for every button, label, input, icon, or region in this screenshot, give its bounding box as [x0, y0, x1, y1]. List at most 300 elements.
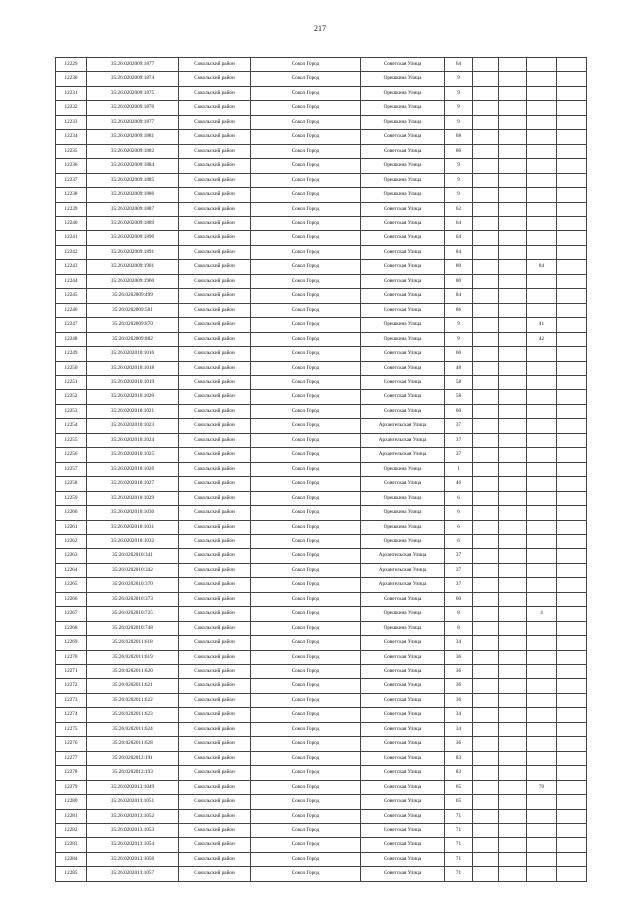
district-cell: Сокольский район: [179, 477, 251, 491]
row-id-cell: 12269: [56, 636, 87, 650]
extra-cell-2: [499, 852, 527, 866]
row-id-cell: 12262: [56, 534, 87, 548]
table-row: [56, 144, 587, 158]
extra-cell-2: [499, 58, 527, 72]
row-id-cell: 12263: [56, 549, 87, 563]
cadastral-number-cell: 35:26:0202013:1051: [87, 795, 179, 809]
city-cell: Сокол Город: [251, 260, 361, 274]
extra-cell-1: [473, 404, 499, 418]
extra-cell-4: [557, 332, 587, 346]
extra-cell-2: [499, 115, 527, 129]
extra-cell-4: [557, 534, 587, 548]
street-cell: Орешкина Улица: [361, 318, 445, 332]
house-number-cell: 80: [445, 260, 473, 274]
row-id-cell: 12270: [56, 650, 87, 664]
extra-cell-4: [557, 462, 587, 476]
cadastral-number-cell: 35:26:0202009:1891: [87, 245, 179, 259]
extra-cell-3: [527, 448, 557, 462]
street-cell: Советская Улица: [361, 390, 445, 404]
extra-cell-3: [527, 650, 557, 664]
row-id-cell: 12234: [56, 130, 87, 144]
house-number-cell: 83: [445, 751, 473, 765]
house-number-cell: 48: [445, 361, 473, 375]
extra-cell-2: [499, 520, 527, 534]
house-number-cell: 83: [445, 766, 473, 780]
street-cell: Советская Улица: [361, 231, 445, 245]
street-cell: Советская Улица: [361, 144, 445, 158]
cadastral-number-cell: 35:26:0202010:1030: [87, 506, 179, 520]
extra-cell-4: [557, 188, 587, 202]
extra-cell-3: 4: [527, 607, 557, 621]
street-cell: Советская Улица: [361, 274, 445, 288]
table-row: [56, 477, 587, 491]
city-cell: Сокол Город: [251, 665, 361, 679]
extra-cell-1: [473, 852, 499, 866]
extra-cell-4: [557, 130, 587, 144]
city-cell: Сокол Город: [251, 534, 361, 548]
street-cell: Орешкина Улица: [361, 506, 445, 520]
extra-cell-4: [557, 289, 587, 303]
house-number-cell: 9: [445, 173, 473, 187]
row-id-cell: 12249: [56, 347, 87, 361]
city-cell: Сокол Город: [251, 578, 361, 592]
street-cell: Орешкина Улица: [361, 332, 445, 346]
street-cell: Советская Улица: [361, 693, 445, 707]
extra-cell-2: [499, 809, 527, 823]
district-cell: Сокольский район: [179, 592, 251, 606]
extra-cell-2: [499, 289, 527, 303]
district-cell: Сокольский район: [179, 130, 251, 144]
district-cell: Сокольский район: [179, 852, 251, 866]
extra-cell-2: [499, 188, 527, 202]
extra-cell-2: [499, 130, 527, 144]
extra-cell-2: [499, 693, 527, 707]
extra-cell-3: [527, 216, 557, 230]
city-cell: Сокол Город: [251, 375, 361, 389]
table-row: [56, 852, 587, 866]
extra-cell-3: [527, 824, 557, 838]
row-id-cell: 12230: [56, 72, 87, 86]
extra-cell-1: [473, 159, 499, 173]
district-cell: Сокольский район: [179, 303, 251, 317]
cadastral-number-cell: 35:26:0202010:1016: [87, 347, 179, 361]
extra-cell-3: [527, 72, 557, 86]
street-cell: Советская Улица: [361, 636, 445, 650]
cadastral-number-cell: 35:26:0202011:619: [87, 650, 179, 664]
city-cell: Сокол Город: [251, 824, 361, 838]
cadastral-number-cell: 35:26:0202010:1024: [87, 433, 179, 447]
street-cell: Советская Улица: [361, 867, 445, 881]
table-row: [56, 824, 587, 838]
extra-cell-1: [473, 188, 499, 202]
table-row: [56, 650, 587, 664]
extra-cell-1: [473, 693, 499, 707]
row-id-cell: 12253: [56, 404, 87, 418]
district-cell: Сокольский район: [179, 665, 251, 679]
table-row: [56, 867, 587, 881]
street-cell: Архангельская Улица: [361, 563, 445, 577]
extra-cell-2: [499, 260, 527, 274]
table-row: [56, 72, 587, 86]
table-row: [56, 245, 587, 259]
district-cell: Сокольский район: [179, 404, 251, 418]
city-cell: Сокол Город: [251, 404, 361, 418]
district-cell: Сокольский район: [179, 780, 251, 794]
extra-cell-4: [557, 867, 587, 881]
street-cell: Советская Улица: [361, 650, 445, 664]
extra-cell-4: [557, 245, 587, 259]
row-id-cell: 12258: [56, 477, 87, 491]
extra-cell-2: [499, 766, 527, 780]
city-cell: Сокол Город: [251, 159, 361, 173]
table-row: [56, 534, 587, 548]
house-number-cell: 71: [445, 809, 473, 823]
city-cell: Сокол Город: [251, 202, 361, 216]
extra-cell-3: [527, 766, 557, 780]
extra-cell-1: [473, 303, 499, 317]
house-number-cell: 71: [445, 867, 473, 881]
row-id-cell: 12251: [56, 375, 87, 389]
district-cell: Сокольский район: [179, 274, 251, 288]
extra-cell-1: [473, 534, 499, 548]
city-cell: Сокол Город: [251, 592, 361, 606]
street-cell: Советская Улица: [361, 838, 445, 852]
extra-cell-3: [527, 708, 557, 722]
extra-cell-4: [557, 636, 587, 650]
extra-cell-1: [473, 115, 499, 129]
extra-cell-3: 84: [527, 260, 557, 274]
table-row: [56, 202, 587, 216]
city-cell: Сокол Город: [251, 650, 361, 664]
extra-cell-4: [557, 506, 587, 520]
extra-cell-1: [473, 795, 499, 809]
city-cell: Сокол Город: [251, 809, 361, 823]
extra-cell-4: [557, 260, 587, 274]
extra-cell-4: [557, 751, 587, 765]
house-number-cell: 37: [445, 433, 473, 447]
extra-cell-1: [473, 144, 499, 158]
district-cell: Сокольский район: [179, 58, 251, 72]
street-cell: Советская Улица: [361, 130, 445, 144]
row-id-cell: 12273: [56, 693, 87, 707]
city-cell: Сокол Город: [251, 549, 361, 563]
street-cell: Советская Улица: [361, 303, 445, 317]
extra-cell-2: [499, 332, 527, 346]
house-number-cell: 6: [445, 534, 473, 548]
row-id-cell: 12246: [56, 303, 87, 317]
cadastral-number-cell: 35:26:0202009:870: [87, 318, 179, 332]
extra-cell-4: [557, 852, 587, 866]
extra-cell-1: [473, 665, 499, 679]
extra-cell-2: [499, 477, 527, 491]
street-cell: Советская Улица: [361, 58, 445, 72]
city-cell: Сокол Город: [251, 86, 361, 100]
extra-cell-1: [473, 419, 499, 433]
extra-cell-2: [499, 838, 527, 852]
extra-cell-2: [499, 433, 527, 447]
extra-cell-4: [557, 404, 587, 418]
cadastral-number-cell: 35:26:0202010:725: [87, 607, 179, 621]
row-id-cell: 12244: [56, 274, 87, 288]
house-number-cell: 36: [445, 737, 473, 751]
district-cell: Сокольский район: [179, 231, 251, 245]
extra-cell-1: [473, 766, 499, 780]
cadastral-number-cell: 35:26:0202011:624: [87, 722, 179, 736]
table-row: [56, 347, 587, 361]
extra-cell-3: [527, 679, 557, 693]
extra-cell-3: [527, 173, 557, 187]
house-number-cell: 60: [445, 592, 473, 606]
table-row: [56, 115, 587, 129]
district-cell: Сокольский район: [179, 520, 251, 534]
row-id-cell: 12248: [56, 332, 87, 346]
extra-cell-1: [473, 289, 499, 303]
street-cell: Советская Улица: [361, 708, 445, 722]
extra-cell-3: [527, 101, 557, 115]
district-cell: Сокольский район: [179, 433, 251, 447]
street-cell: Советская Улица: [361, 202, 445, 216]
cadastral-number-cell: 35:26:0202010:1019: [87, 375, 179, 389]
cadastral-number-cell: 35:26:0202009:1875: [87, 86, 179, 100]
street-cell: Советская Улица: [361, 245, 445, 259]
table-row: [56, 751, 587, 765]
table-row: [56, 289, 587, 303]
extra-cell-2: [499, 144, 527, 158]
city-cell: Сокол Город: [251, 58, 361, 72]
district-cell: Сокольский район: [179, 693, 251, 707]
table-row: [56, 809, 587, 823]
district-cell: Сокольский район: [179, 563, 251, 577]
row-id-cell: 12254: [56, 419, 87, 433]
extra-cell-2: [499, 722, 527, 736]
table-row: [56, 188, 587, 202]
extra-cell-3: [527, 58, 557, 72]
street-cell: Советская Улица: [361, 404, 445, 418]
extra-cell-4: [557, 347, 587, 361]
extra-cell-3: [527, 231, 557, 245]
cadastral-number-cell: 35:26:0202009:1889: [87, 216, 179, 230]
extra-cell-4: [557, 491, 587, 505]
extra-cell-4: [557, 101, 587, 115]
city-cell: Сокол Город: [251, 563, 361, 577]
extra-cell-1: [473, 491, 499, 505]
city-cell: Сокол Город: [251, 766, 361, 780]
extra-cell-4: [557, 824, 587, 838]
extra-cell-1: [473, 506, 499, 520]
table-row: [56, 491, 587, 505]
extra-cell-2: [499, 72, 527, 86]
extra-cell-1: [473, 592, 499, 606]
extra-cell-2: [499, 607, 527, 621]
street-cell: Орешкина Улица: [361, 462, 445, 476]
extra-cell-2: [499, 592, 527, 606]
extra-cell-2: [499, 274, 527, 288]
extra-cell-1: [473, 245, 499, 259]
district-cell: Сокольский район: [179, 390, 251, 404]
street-cell: Орешкина Улица: [361, 101, 445, 115]
district-cell: Сокольский район: [179, 838, 251, 852]
table-row: [56, 607, 587, 621]
district-cell: Сокольский район: [179, 650, 251, 664]
row-id-cell: 12255: [56, 433, 87, 447]
extra-cell-2: [499, 708, 527, 722]
extra-cell-1: [473, 375, 499, 389]
table-row: [56, 303, 587, 317]
extra-cell-2: [499, 506, 527, 520]
row-id-cell: 12284: [56, 852, 87, 866]
house-number-cell: 34: [445, 636, 473, 650]
extra-cell-1: [473, 216, 499, 230]
city-cell: Сокол Город: [251, 101, 361, 115]
district-cell: Сокольский район: [179, 737, 251, 751]
street-cell: Советская Улица: [361, 795, 445, 809]
city-cell: Сокол Город: [251, 245, 361, 259]
table-row: [56, 679, 587, 693]
extra-cell-1: [473, 578, 499, 592]
district-cell: Сокольский район: [179, 115, 251, 129]
extra-cell-1: [473, 433, 499, 447]
row-id-cell: 12233: [56, 115, 87, 129]
house-number-cell: 60: [445, 347, 473, 361]
row-id-cell: 12267: [56, 607, 87, 621]
street-cell: Советская Улица: [361, 361, 445, 375]
city-cell: Сокол Город: [251, 751, 361, 765]
table-row: [56, 636, 587, 650]
house-number-cell: 71: [445, 838, 473, 852]
extra-cell-2: [499, 303, 527, 317]
street-cell: Орешкина Улица: [361, 491, 445, 505]
extra-cell-3: [527, 491, 557, 505]
extra-cell-2: [499, 159, 527, 173]
house-number-cell: 64: [445, 231, 473, 245]
cadastral-number-cell: 35:26:0202010:1031: [87, 520, 179, 534]
extra-cell-1: [473, 520, 499, 534]
extra-cell-3: [527, 534, 557, 548]
extra-cell-4: [557, 766, 587, 780]
extra-cell-4: [557, 563, 587, 577]
city-cell: Сокол Город: [251, 491, 361, 505]
district-cell: Сокольский район: [179, 245, 251, 259]
street-cell: Орешкина Улица: [361, 607, 445, 621]
cadastral-number-cell: 35:26:0202013:1053: [87, 824, 179, 838]
extra-cell-1: [473, 751, 499, 765]
extra-cell-3: [527, 737, 557, 751]
district-cell: Сокольский район: [179, 491, 251, 505]
cadastral-number-cell: 35:26:0202013:1049: [87, 780, 179, 794]
city-cell: Сокол Город: [251, 390, 361, 404]
extra-cell-3: 42: [527, 332, 557, 346]
district-cell: Сокольский район: [179, 188, 251, 202]
extra-cell-2: [499, 231, 527, 245]
cadastral-number-cell: 35:26:0202010:1018: [87, 361, 179, 375]
row-id-cell: 12285: [56, 867, 87, 881]
extra-cell-1: [473, 173, 499, 187]
extra-cell-3: [527, 477, 557, 491]
extra-cell-4: [557, 665, 587, 679]
extra-cell-2: [499, 867, 527, 881]
row-id-cell: 12283: [56, 838, 87, 852]
row-id-cell: 12245: [56, 289, 87, 303]
row-id-cell: 12261: [56, 520, 87, 534]
extra-cell-3: [527, 665, 557, 679]
district-cell: Сокольский район: [179, 506, 251, 520]
extra-cell-3: [527, 462, 557, 476]
extra-cell-4: [557, 520, 587, 534]
house-number-cell: 64: [445, 58, 473, 72]
extra-cell-3: 70: [527, 780, 557, 794]
table-row: [56, 737, 587, 751]
district-cell: Сокольский район: [179, 867, 251, 881]
house-number-cell: 9: [445, 86, 473, 100]
cadastral-number-cell: 35:26:0202013:1057: [87, 867, 179, 881]
table-row: [56, 780, 587, 794]
extra-cell-3: 41: [527, 318, 557, 332]
table-row: [56, 766, 587, 780]
extra-cell-4: [557, 621, 587, 635]
extra-cell-3: [527, 722, 557, 736]
house-number-cell: 1: [445, 462, 473, 476]
table-row: [56, 563, 587, 577]
extra-cell-4: [557, 592, 587, 606]
row-id-cell: 12250: [56, 361, 87, 375]
row-id-cell: 12229: [56, 58, 87, 72]
district-cell: Сокольский район: [179, 144, 251, 158]
cadastral-number-cell: 35:26:0202009:1901: [87, 260, 179, 274]
district-cell: Сокольский район: [179, 708, 251, 722]
street-cell: Советская Улица: [361, 375, 445, 389]
house-number-cell: 71: [445, 824, 473, 838]
row-id-cell: 12231: [56, 86, 87, 100]
row-id-cell: 12259: [56, 491, 87, 505]
extra-cell-1: [473, 867, 499, 881]
extra-cell-2: [499, 347, 527, 361]
extra-cell-1: [473, 607, 499, 621]
district-cell: Сокольский район: [179, 795, 251, 809]
extra-cell-3: [527, 621, 557, 635]
house-number-cell: 37: [445, 578, 473, 592]
extra-cell-1: [473, 58, 499, 72]
house-number-cell: 8: [445, 621, 473, 635]
extra-cell-2: [499, 390, 527, 404]
street-cell: Орешкина Улица: [361, 534, 445, 548]
district-cell: Сокольский район: [179, 419, 251, 433]
row-id-cell: 12264: [56, 563, 87, 577]
row-id-cell: 12276: [56, 737, 87, 751]
cadastral-number-cell: 35:26:0202010:1023: [87, 419, 179, 433]
cadastral-number-cell: 35:26:0202009:501: [87, 303, 179, 317]
house-number-cell: 64: [445, 216, 473, 230]
extra-cell-1: [473, 838, 499, 852]
extra-cell-1: [473, 737, 499, 751]
extra-cell-2: [499, 737, 527, 751]
row-id-cell: 12268: [56, 621, 87, 635]
extra-cell-1: [473, 462, 499, 476]
extra-cell-1: [473, 636, 499, 650]
city-cell: Сокол Город: [251, 318, 361, 332]
cadastral-number-cell: 35:26:0202010:1025: [87, 448, 179, 462]
extra-cell-2: [499, 795, 527, 809]
extra-cell-3: [527, 404, 557, 418]
street-cell: Советская Улица: [361, 809, 445, 823]
cadastral-number-cell: 35:26:0202012:191: [87, 751, 179, 765]
row-id-cell: 12243: [56, 260, 87, 274]
table-row: [56, 159, 587, 173]
house-number-cell: 60: [445, 404, 473, 418]
extra-cell-4: [557, 722, 587, 736]
row-id-cell: 12275: [56, 722, 87, 736]
row-id-cell: 12236: [56, 159, 87, 173]
extra-cell-3: [527, 592, 557, 606]
